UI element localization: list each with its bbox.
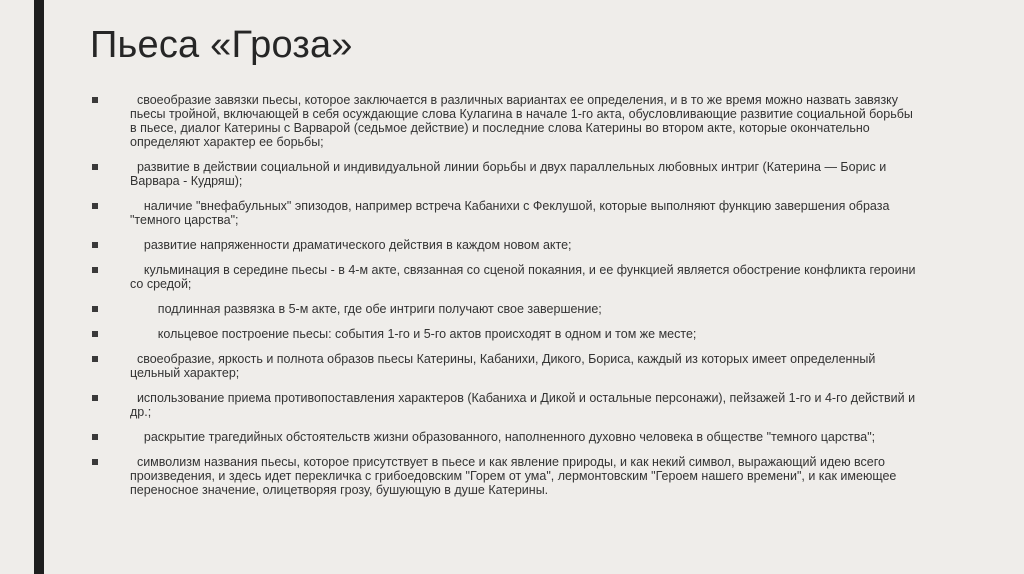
square-bullet-icon xyxy=(92,267,98,273)
list-item-text: развитие в действии социальной и индивидуальной линии борьбы и двух параллельных любовных интриг (Катерина — Борис и Варвара - Кудряш); xyxy=(130,160,890,188)
list-item-text: своеобразие завязки пьесы, которое заключается в различных вариантах ее определения, и в то же время можно назвать завязку пьесы тройной, включающей в себя осуждающие слова Кулагина в начале 1-го акта, обусловливающие развитие социальной борьбы в пьесе, диалог Катерины с Варварой (седьмое действие) и последние слова Катерины во втором акте, которые окончательно определяют характер ее борьбы; xyxy=(130,93,917,149)
square-bullet-icon xyxy=(92,331,98,337)
list-item xyxy=(92,93,922,149)
list-item-text: использование приема противопоставления характеров (Кабаниха и Дикой и остальные персонажи), пейзажей 1-го и 4-го действий и др.; xyxy=(130,391,919,419)
square-bullet-icon xyxy=(92,203,98,209)
list-item xyxy=(92,160,922,188)
square-bullet-icon xyxy=(92,306,98,312)
slide-title: Пьеса «Гроза» xyxy=(90,24,353,66)
list-item xyxy=(92,302,922,316)
list-item xyxy=(92,391,922,419)
square-bullet-icon xyxy=(92,97,98,103)
square-bullet-icon xyxy=(92,434,98,440)
bullet-list xyxy=(92,93,922,508)
list-item-text: наличие "внефабульных" эпизодов, например встреча Кабанихи с Феклушой, которые выполняют функцию завершения образа "темного царства"; xyxy=(130,199,893,227)
list-item xyxy=(92,263,922,291)
list-item-text: подлинная развязка в 5-м акте, где обе интриги получают свое завершение; xyxy=(130,302,602,316)
square-bullet-icon xyxy=(92,459,98,465)
square-bullet-icon xyxy=(92,395,98,401)
list-item xyxy=(92,455,922,497)
list-item-text: символизм названия пьесы, которое присутствует в пьесе и как явление природы, и как некий символ, выражающий идею всего произведения, и здесь идет перекличка с грибоедовским "Горем от ума", лермонтовским "Героем нашего времени", и как имеющее переносное значение, олицетворяя грозу, бушующую в душе Катерины. xyxy=(130,455,900,497)
list-item-text: кольцевое построение пьесы: события 1-го и 5-го актов происходят в одном и том же месте; xyxy=(130,327,697,341)
list-item xyxy=(92,327,922,341)
list-item-text: кульминация в середине пьесы - в 4-м акте, связанная со сценой покаяния, и ее функцией является обострение конфликта героини со средой; xyxy=(130,263,919,291)
square-bullet-icon xyxy=(92,356,98,362)
list-item xyxy=(92,352,922,380)
square-bullet-icon xyxy=(92,164,98,170)
list-item-text: своеобразие, яркость и полнота образов пьесы Катерины, Кабанихи, Дикого, Бориса, каждый из которых имеет определенный цельный характер; xyxy=(130,352,879,380)
list-item xyxy=(92,430,922,444)
list-item-text: раскрытие трагедийных обстоятельств жизни образованного, наполненного духовно человека в обществе "темного царства"; xyxy=(130,430,876,444)
square-bullet-icon xyxy=(92,242,98,248)
left-accent-bar xyxy=(34,0,44,574)
list-item-text: развитие напряженности драматического действия в каждом новом акте; xyxy=(130,238,572,252)
list-item xyxy=(92,238,922,252)
list-item xyxy=(92,199,922,227)
